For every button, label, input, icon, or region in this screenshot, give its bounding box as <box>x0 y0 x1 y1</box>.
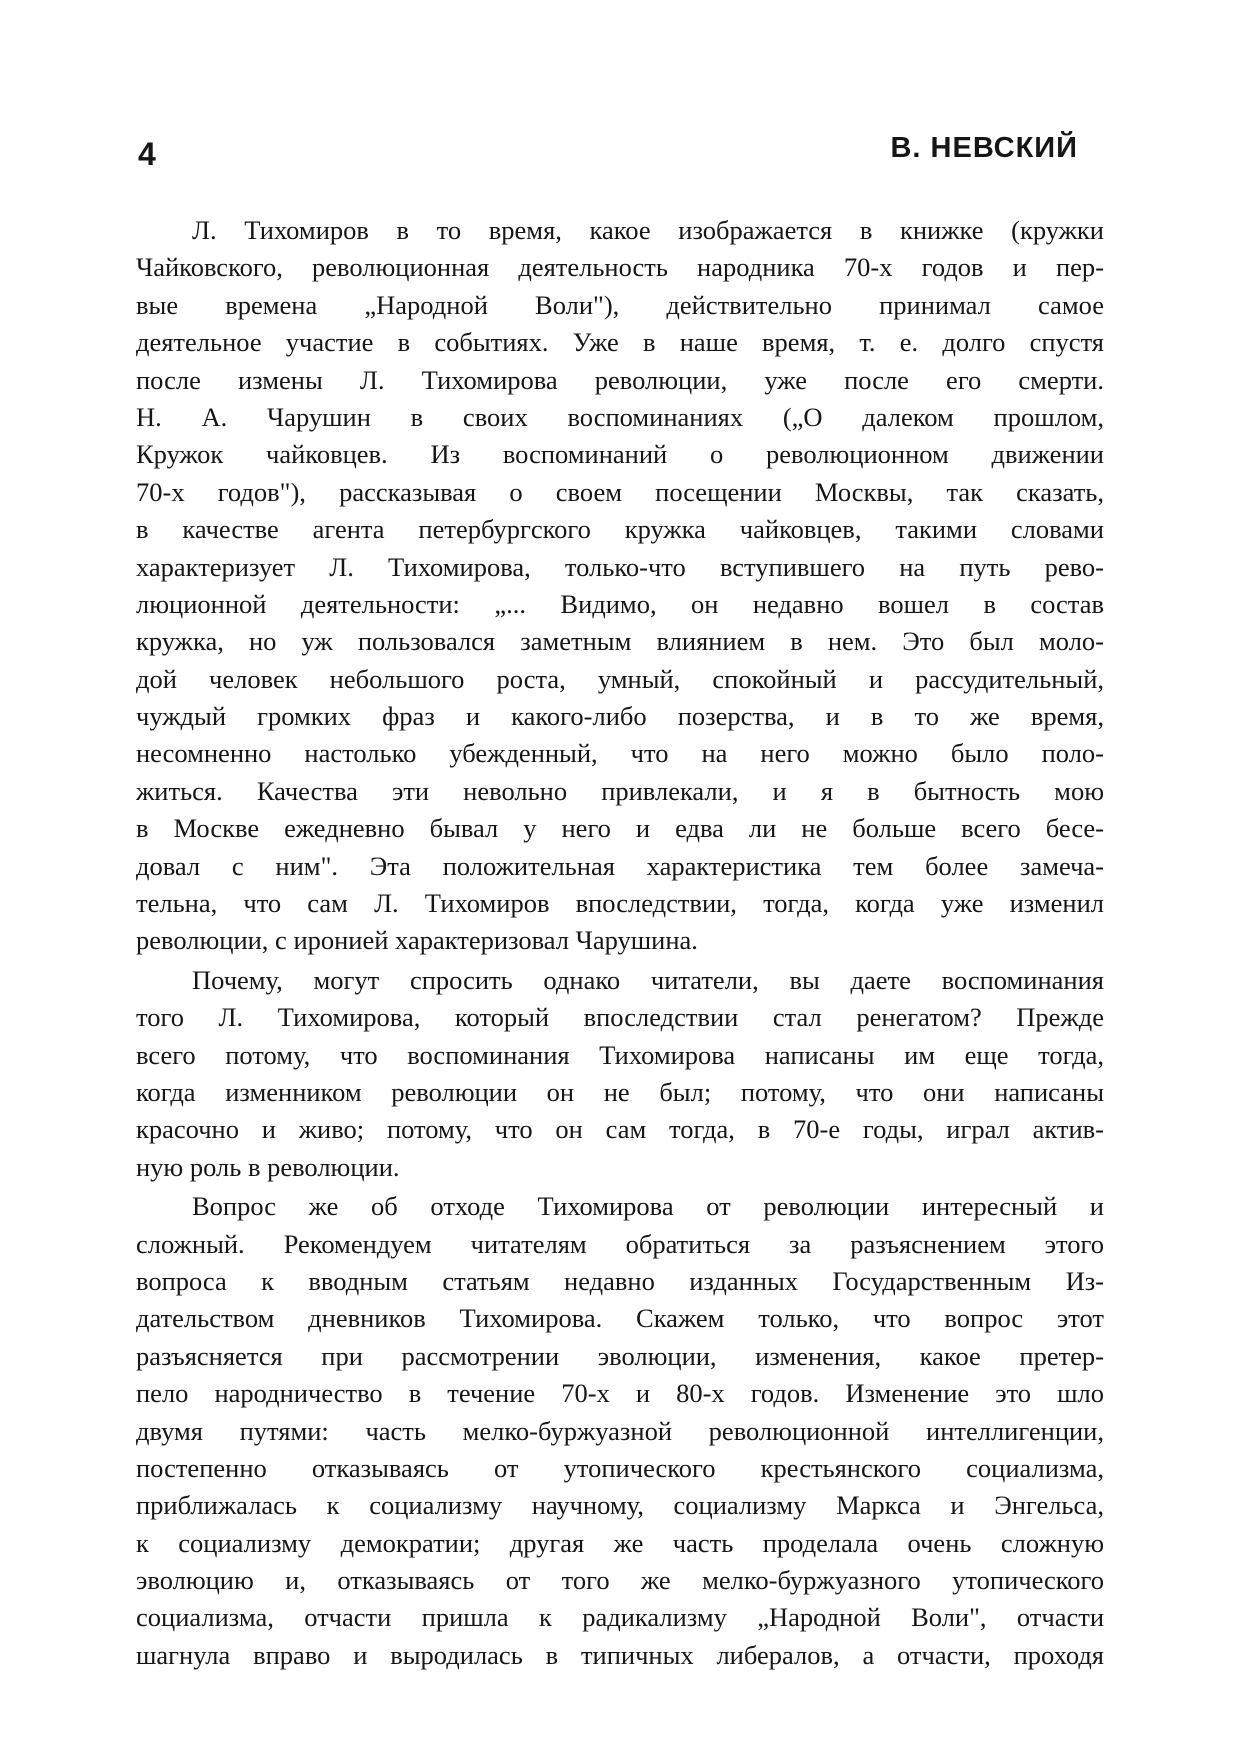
text-line: ную роль в революции. <box>136 1151 400 1182</box>
text-line: шагнула вправо и выродилась в типичных либералов, а отчасти, проходя <box>136 1639 1104 1670</box>
paragraph <box>136 1188 1104 1674</box>
text-line: несомненно настолько убежденный, что на него можно было поло- <box>136 738 1104 769</box>
text-line: постепенно отказываясь от утопического крестьянского социализма, <box>136 1452 1104 1483</box>
text-line: дой человек небольшого роста, умный, спокойный и рассудительный, <box>136 663 1104 694</box>
text-line: дательством дневников Тихомирова. Скажем только, что вопрос этот <box>136 1303 1104 1334</box>
text-line: всего потому, что воспоминания Тихомирова написаны им еще тогда, <box>136 1039 1104 1070</box>
text-line: Почему, могут спросить однако читатели, вы даете воспоминания <box>192 964 1104 995</box>
text-line: того Л. Тихомирова, который впоследствии стал ренегатом? Прежде <box>136 1002 1104 1033</box>
page-header <box>138 120 1078 180</box>
text-line: приближалась к социализму научному, социализму Маркса и Энгельса, <box>136 1490 1104 1521</box>
text-line: житься. Качества эти невольно привлекали, и я в бытность мою <box>136 775 1104 806</box>
text-line: Н. А. Чарушин в своих воспоминаниях („О далеком прошлом, <box>136 401 1104 432</box>
text-line: когда изменником революции он не был; потому, что они написаны <box>136 1076 1104 1107</box>
text-line: эволюцию и, отказываясь от того же мелко-буржуазного утопического <box>136 1565 1104 1596</box>
text-line: характеризует Л. Тихомирова, только-что вступившего на путь рево- <box>136 551 1104 582</box>
running-head: В. НЕВСКИЙ <box>890 132 1078 164</box>
text-line: Чайковского, революционная деятельность народника 70-х годов и пер- <box>136 252 1104 283</box>
text-line: революции, с иронией характеризовал Чарушина. <box>136 925 698 956</box>
text-line: разъясняется при рассмотрении эволюции, изменения, какое претер- <box>136 1340 1104 1371</box>
text-line: вые времена „Народной Воли"), действительно принимал самое <box>136 289 1104 320</box>
paragraph <box>136 212 1104 960</box>
text-line: социализма, отчасти пришла к радикализму „Народной Воли", отчасти <box>136 1602 1104 1633</box>
text-line: красочно и живо; потому, что он сам тогда, в 70-е годы, играл актив- <box>136 1114 1104 1145</box>
text-line: деятельное участие в событиях. Уже в наше время, т. е. долго спустя <box>136 327 1104 358</box>
text-line: к социализму демократии; другая же часть проделала очень сложную <box>136 1527 1104 1558</box>
text-line: чуждый громких фраз и какого-либо позерства, и в то же время, <box>136 701 1104 732</box>
text-line: в качестве агента петербургского кружка чайковцев, такими словами <box>136 514 1104 545</box>
text-line: пело народничество в течение 70-х и 80-х годов. Изменение это шло <box>136 1378 1104 1409</box>
page-number: 4 <box>138 136 156 172</box>
text-line: Вопрос же об отходе Тихомирова от революции интересный и <box>192 1191 1104 1222</box>
text-line: в Москве ежедневно бывал у него и едва ли не больше всего бесе- <box>136 813 1104 844</box>
text-line: сложный. Рекомендуем читателям обратиться за разъяснением этого <box>136 1228 1104 1259</box>
text-line: после измены Л. Тихомирова революции, уже после его смерти. <box>136 364 1104 395</box>
text-line: Кружок чайковцев. Из воспоминаний о революционном движении <box>136 439 1104 470</box>
text-line: довал с ним". Эта положительная характеристика тем более замеча- <box>136 850 1104 881</box>
text-line: кружка, но уж пользовался заметным влиянием в нем. Это был моло- <box>136 626 1104 657</box>
text-line: тельна, что сам Л. Тихомиров впоследствии, тогда, когда уже изменил <box>136 888 1104 919</box>
text-line: люционной деятельности: „... Видимо, он недавно вошел в состав <box>136 588 1104 619</box>
text-line: 70-х годов"), рассказывая о своем посещении Москвы, так сказать, <box>136 476 1104 507</box>
paragraph <box>136 962 1104 1186</box>
body-text <box>136 212 1104 1674</box>
text-line: Л. Тихомиров в то время, какое изображается в книжке (кружки <box>192 215 1104 245</box>
text-line: двумя путями: часть мелко-буржуазной революционной интеллигенции, <box>136 1415 1104 1446</box>
text-line: вопроса к вводным статьям недавно изданных Государственным Из- <box>136 1265 1104 1296</box>
